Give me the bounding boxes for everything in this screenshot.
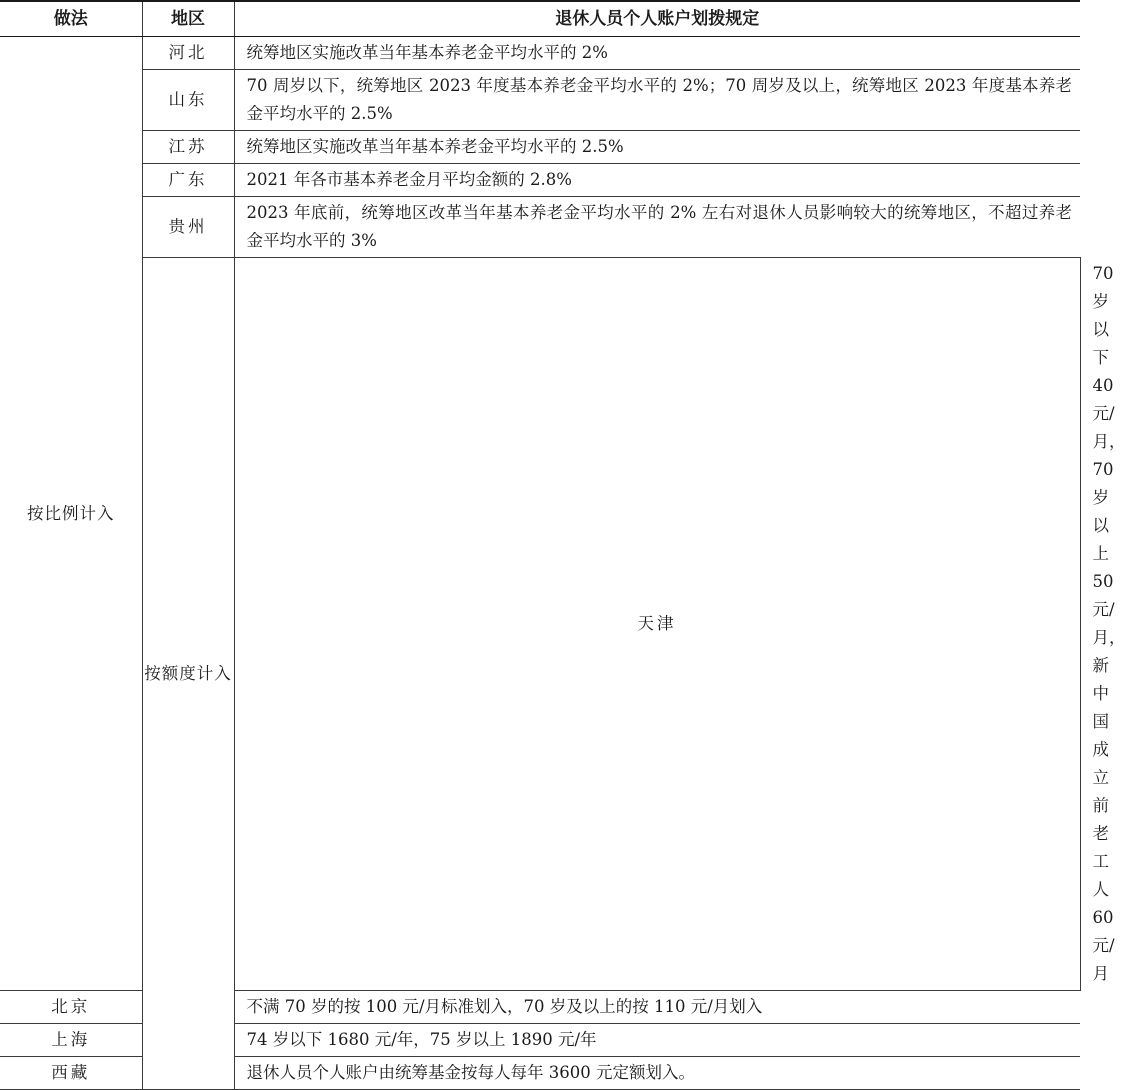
region-cell: 河北	[142, 37, 234, 70]
rule-cell: 统筹地区实施改革当年基本养老金平均水平的 2%	[234, 37, 1080, 70]
table-row	[0, 164, 1080, 197]
rule-cell: 2023 年底前，统筹地区改革当年基本养老金平均水平的 2% 左右对退休人员影响较大的统筹地区，不超过养老金平均水平的 3%	[234, 197, 1080, 258]
rule-cell: 74 岁以下 1680 元/年，75 岁以上 1890 元/年	[234, 1024, 1080, 1057]
table-row	[0, 37, 1080, 70]
header-method: 做法	[0, 1, 142, 37]
region-cell: 广东	[142, 164, 234, 197]
header-row	[0, 1, 1080, 37]
region-cell: 贵州	[142, 197, 234, 258]
rule-cell: 2021 年各市基本养老金月平均金额的 2.8%	[234, 164, 1080, 197]
table-row: 按额度计入 天津 70 岁以下 40 元/月，70 岁以上 50 元/月，新中国成立前老工人 60 元/月	[0, 258, 1080, 991]
table-row	[0, 70, 1080, 131]
method-proportional: 按比例计入	[0, 37, 142, 991]
rule-cell: 退休人员个人账户由统筹基金按每人每年 3600 元定额划入。	[234, 1057, 1080, 1090]
region-cell: 山东	[142, 70, 234, 131]
region-cell: 上海	[0, 1024, 142, 1057]
rule-cell: 不满 70 岁的按 100 元/月标准划入，70 岁及以上的按 110 元/月划入	[234, 991, 1080, 1024]
region-cell: 北京	[0, 991, 142, 1024]
table-row	[0, 197, 1080, 258]
region-cell: 西藏	[0, 1057, 142, 1090]
rule-cell: 统筹地区实施改革当年基本养老金平均水平的 2.5%	[234, 131, 1080, 164]
region-cell: 江苏	[142, 131, 234, 164]
rule-cell: 70 周岁以下，统筹地区 2023 年度基本养老金平均水平的 2%；70 周岁及以上，统筹地区 2023 年度基本养老金平均水平的 2.5%	[234, 70, 1080, 131]
header-region: 地区	[142, 1, 234, 37]
method-fixed-amount: 按额度计入	[142, 258, 234, 1090]
header-rule: 退休人员个人账户划拨规定	[234, 1, 1080, 37]
table-row	[0, 131, 1080, 164]
region-cell: 天津	[234, 258, 1080, 991]
